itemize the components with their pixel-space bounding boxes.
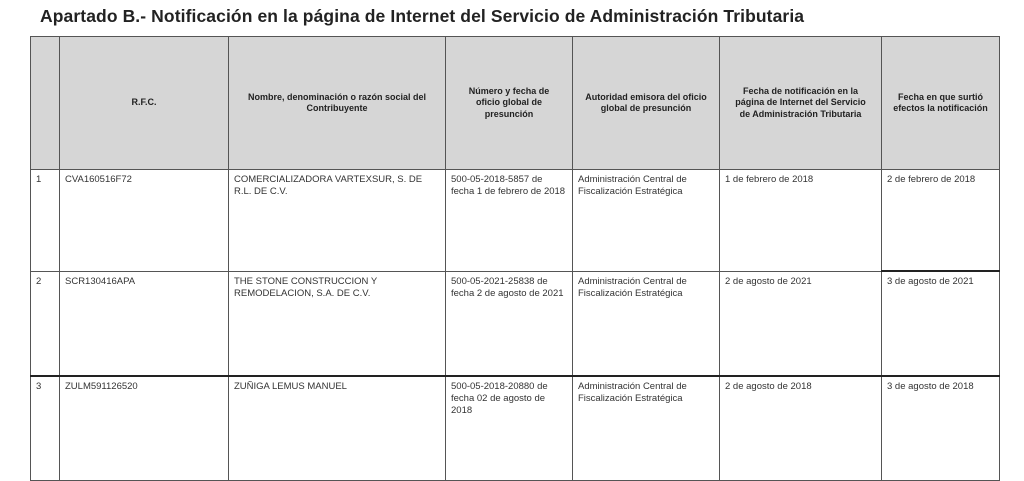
cell-effective-date: 3 de agosto de 2021 bbox=[882, 271, 1000, 376]
cell-contributor-name: ZUÑIGA LEMUS MANUEL bbox=[229, 376, 446, 481]
table-row bbox=[31, 271, 1000, 376]
cell-office-number-date: 500-05-2018-5857 de fecha 1 de febrero de 2018 bbox=[446, 170, 573, 272]
table-row bbox=[31, 376, 1000, 481]
cell-office-number-date: 500-05-2018-20880 de fecha 02 de agosto de 2018 bbox=[446, 376, 573, 481]
header-office-number-date: Número y fecha de oficio global de presunción bbox=[446, 37, 573, 170]
cell-contributor-name: COMERCIALIZADORA VARTEXSUR, S. DE R.L. DE C.V. bbox=[229, 170, 446, 272]
header-contributor-name: Nombre, denominación o razón social del Contribuyente bbox=[229, 37, 446, 170]
table-header-row bbox=[31, 37, 1000, 170]
cell-rfc: SCR130416APA bbox=[60, 271, 229, 376]
cell-index: 3 bbox=[31, 376, 60, 481]
cell-issuing-authority: Administración Central de Fiscalización Estratégica bbox=[573, 271, 720, 376]
cell-index: 1 bbox=[31, 170, 60, 272]
document-title: Apartado B.- Notificación en la página de Internet del Servicio de Administración Tributaria bbox=[40, 6, 805, 26]
notification-table bbox=[30, 36, 1000, 481]
header-issuing-authority: Autoridad emisora del oficio global de presunción bbox=[573, 37, 720, 170]
cell-issuing-authority: Administración Central de Fiscalización Estratégica bbox=[573, 170, 720, 272]
cell-rfc: ZULM591126520 bbox=[60, 376, 229, 481]
header-notification-date: Fecha de notificación en la página de Internet del Servicio de Administración Tributaria bbox=[720, 37, 882, 170]
cell-notification-date: 2 de agosto de 2018 bbox=[720, 376, 882, 481]
cell-office-number-date: 500-05-2021-25838 de fecha 2 de agosto de 2021 bbox=[446, 271, 573, 376]
cell-notification-date: 2 de agosto de 2021 bbox=[720, 271, 882, 376]
cell-index: 2 bbox=[31, 271, 60, 376]
cell-effective-date: 2 de febrero de 2018 bbox=[882, 170, 1000, 272]
cell-rfc: CVA160516F72 bbox=[60, 170, 229, 272]
header-effective-date: Fecha en que surtió efectos la notificación bbox=[882, 37, 1000, 170]
cell-effective-date: 3 de agosto de 2018 bbox=[882, 376, 1000, 481]
cell-notification-date: 1 de febrero de 2018 bbox=[720, 170, 882, 272]
table-row bbox=[31, 170, 1000, 272]
cell-contributor-name: THE STONE CONSTRUCCION Y REMODELACION, S.A. DE C.V. bbox=[229, 271, 446, 376]
header-rfc: R.F.C. bbox=[60, 37, 229, 170]
cell-issuing-authority: Administración Central de Fiscalización Estratégica bbox=[573, 376, 720, 481]
header-index bbox=[31, 37, 60, 170]
